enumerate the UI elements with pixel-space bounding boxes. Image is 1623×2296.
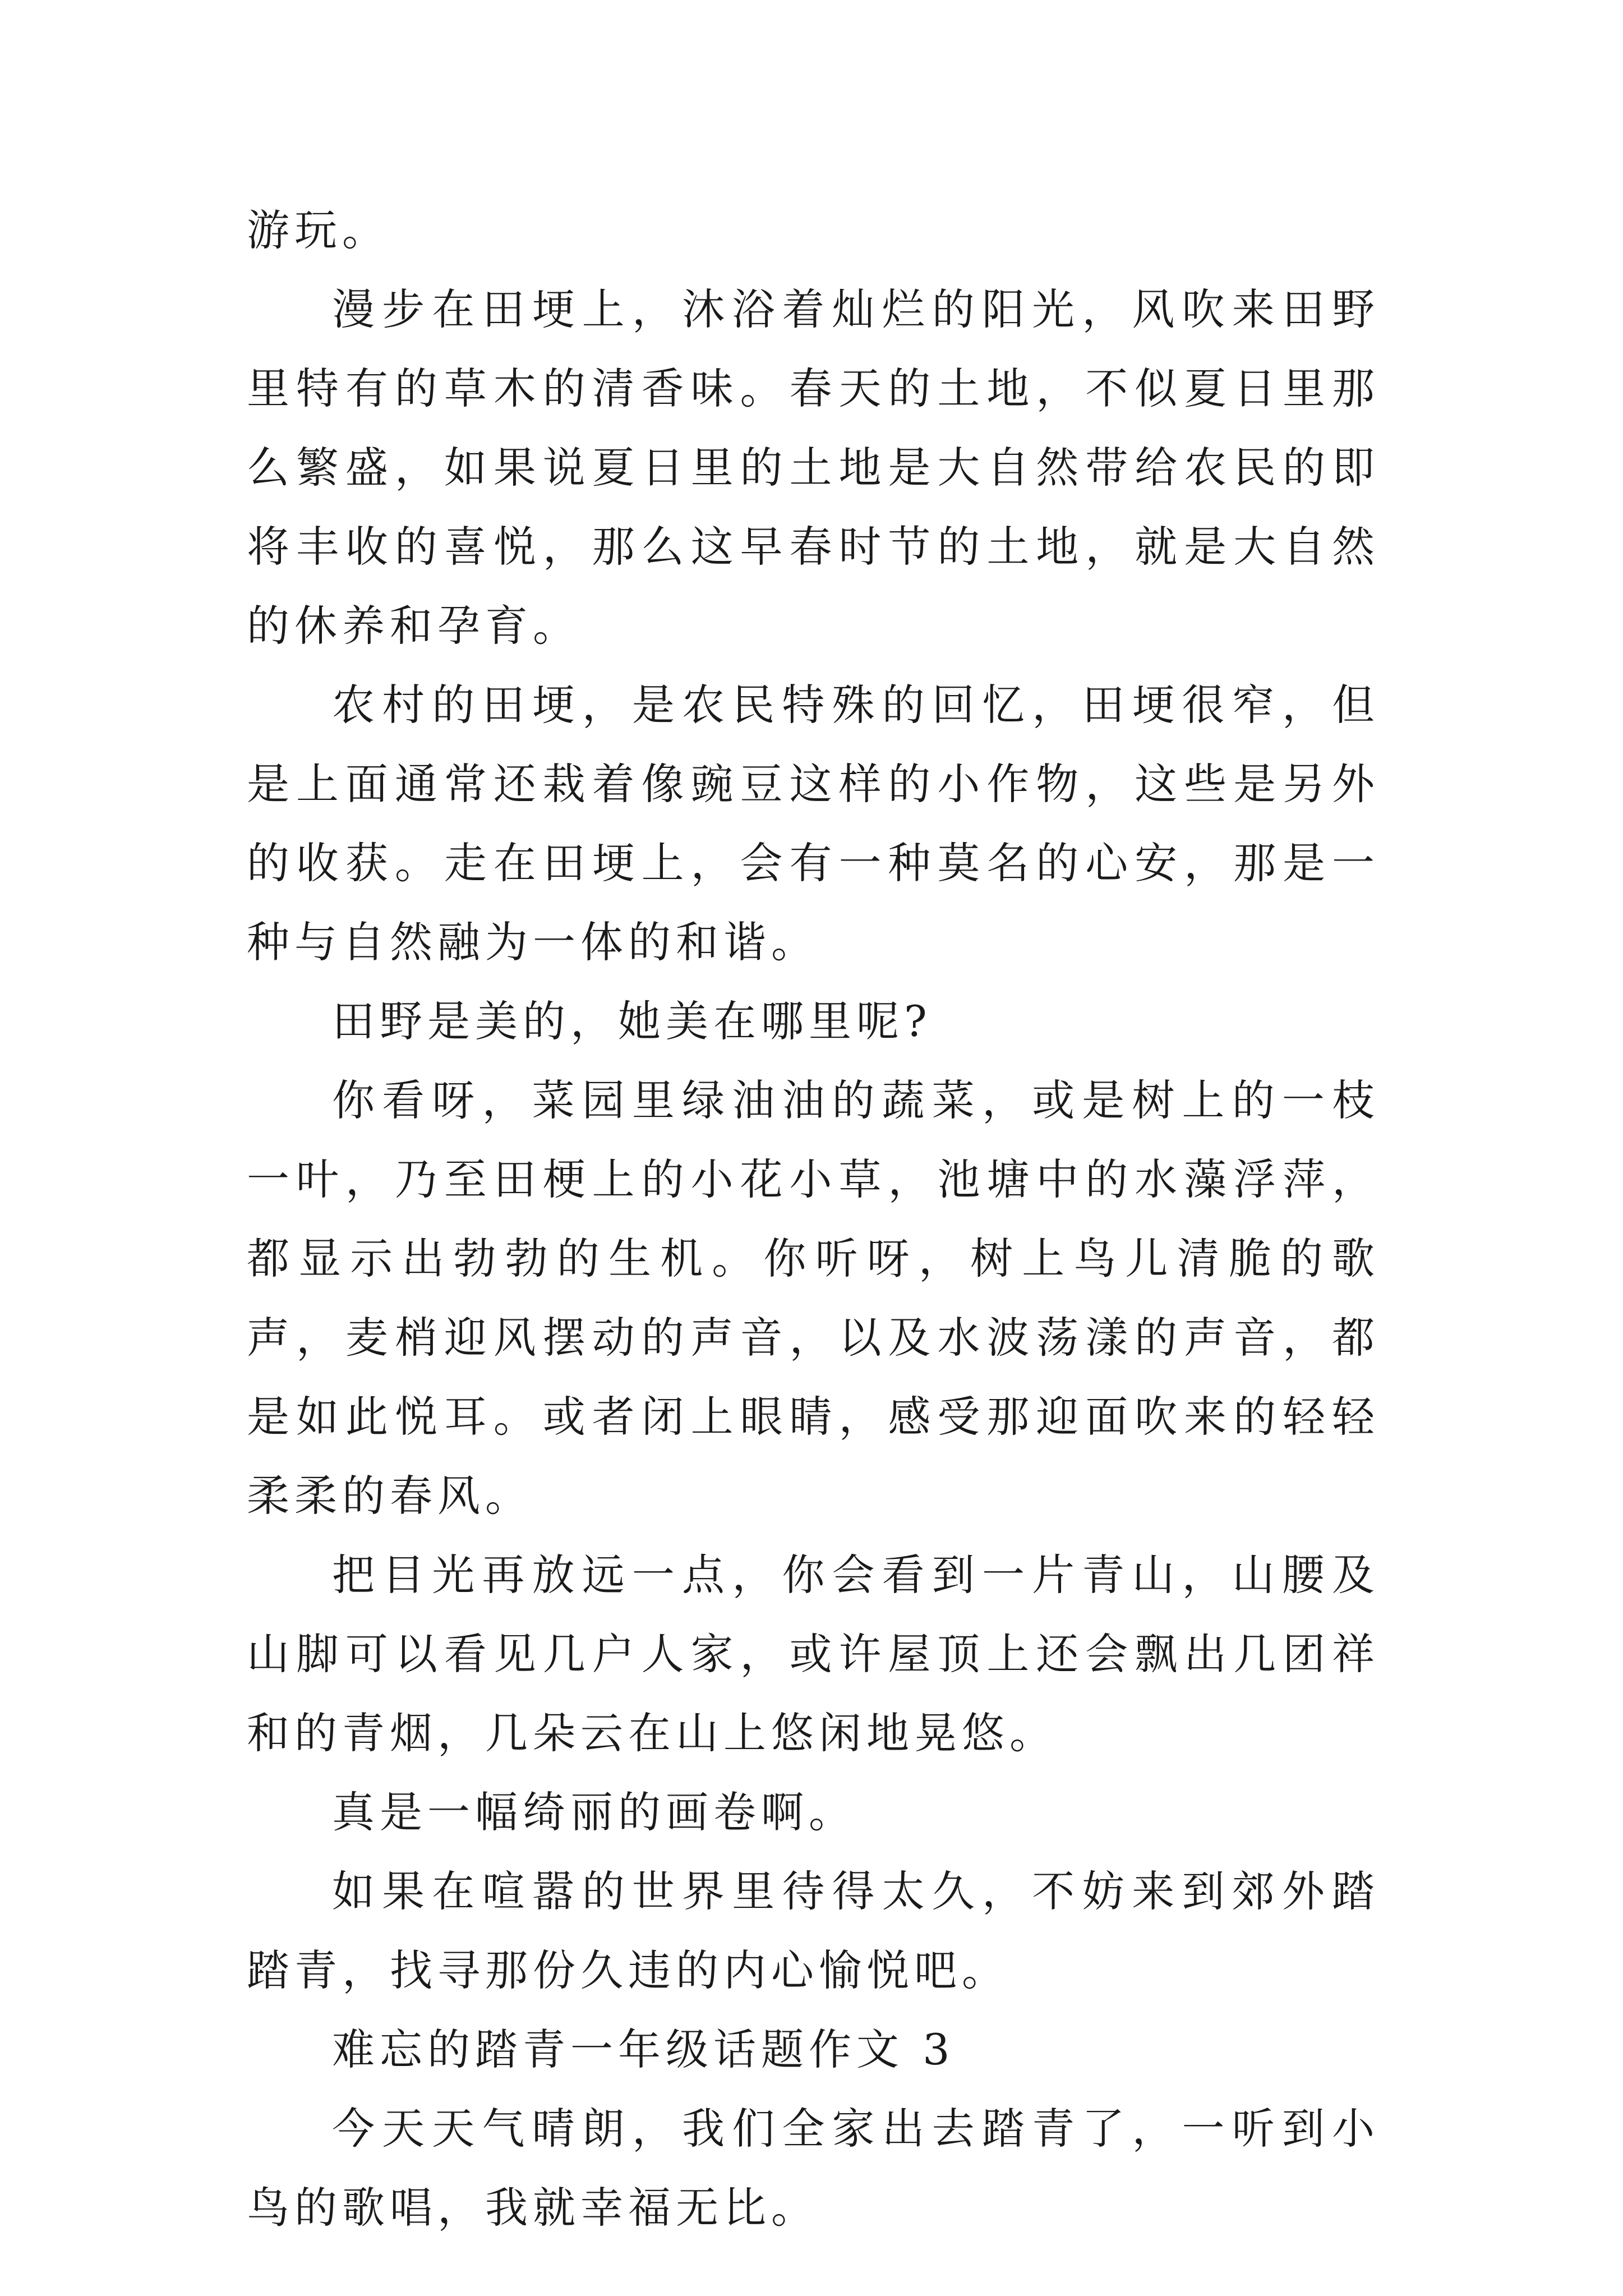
paragraph-9: 今天天气晴朗，我们全家出去踏青了，一听到小鸟的歌唱，我就幸福无比。 (247, 2104, 1380, 2233)
paragraph-5: 你看呀，菜园里绿油油的蔬菜，或是树上的一枝一叶，乃至田梗上的小花小草，池塘中的水藻浮萍，都显示出勃勃的生机。你听呀，树上鸟儿清脆的歌声，麦梢迎风摆动的声音，以及水波荡漾的声音，都是如此悦耳。或者闭上眼睛，感受那迎面吹来的轻轻柔柔的春风。 (247, 1075, 1380, 1521)
paragraph-6: 把目光再放远一点，你会看到一片青山，山腰及山脚可以看见几户人家，或许屋顶上还会飘出几团祥和的青烟，几朵云在山上悠闲地晃悠。 (247, 1550, 1380, 1758)
paragraph-8: 如果在喧嚣的世界里待得太久，不妨来到郊外踏踏青，找寻那份久违的内心愉悦吧。 (247, 1866, 1380, 1995)
paragraph-2: 漫步在田埂上，沐浴着灿烂的阳光，风吹来田野里特有的草木的清香味。春天的土地，不似夏日里那么繁盛，如果说夏日里的土地是大自然带给农民的即将丰收的喜悦，那么这早春时节的土地，就是大自然的休养和孕育。 (247, 284, 1380, 651)
paragraph-7: 真是一幅绮丽的画卷啊。 (332, 1787, 856, 1837)
paragraph-4: 田野是美的，她美在哪里呢? (332, 996, 932, 1046)
section-heading: 难忘的踏青一年级话题作文 3 (332, 2024, 955, 2074)
paragraph-1: 游玩。 (247, 205, 390, 255)
paragraph-3: 农村的田埂，是农民特殊的回忆，田埂很窄，但是上面通常还栽着像豌豆这样的小作物，这些是另外的收获。走在田埂上，会有一种莫名的心安，那是一种与自然融为一体的和谐。 (247, 680, 1380, 967)
document-body (247, 191, 1380, 2247)
